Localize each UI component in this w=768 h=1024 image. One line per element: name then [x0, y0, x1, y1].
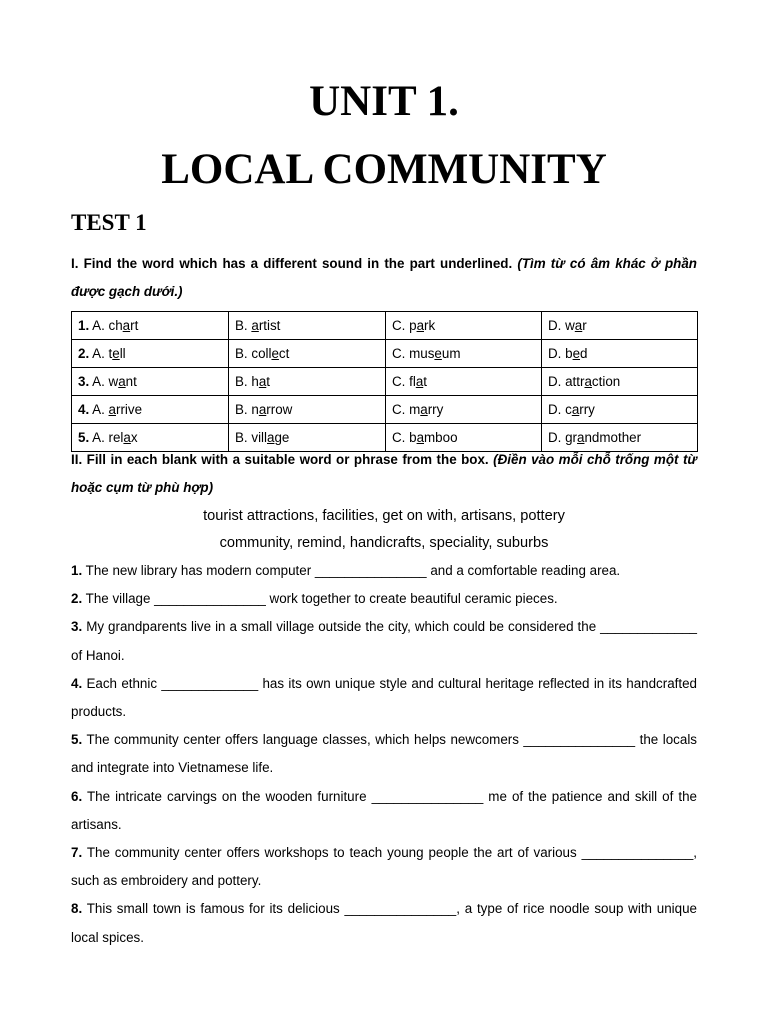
word-part: B. n	[235, 401, 259, 417]
word-part: rt	[130, 317, 139, 333]
word-part: mboo	[424, 429, 458, 445]
unit-title: UNIT 1.	[309, 78, 459, 125]
underlined-letters: a	[571, 401, 580, 417]
word-part: ction	[591, 373, 621, 389]
word-part: rtist	[258, 317, 281, 333]
word-part: B. coll	[235, 345, 272, 361]
underlined-letters: e	[112, 345, 120, 361]
table-cell	[229, 368, 386, 396]
underlined-letters: a	[415, 373, 424, 389]
word-part: D. b	[548, 345, 573, 361]
word-part: t	[266, 373, 271, 389]
word-part: t	[423, 373, 427, 389]
underlined-letters: a	[574, 317, 583, 333]
word-part: ll	[119, 345, 126, 361]
word-part: B.	[235, 317, 252, 333]
word-part: A.	[92, 401, 109, 417]
word-box	[71, 503, 697, 557]
word-part: um	[441, 345, 461, 361]
underlined-letters: a	[584, 373, 592, 389]
underlined-letters: a	[251, 317, 259, 333]
word-part: rk	[424, 317, 436, 333]
section-1-instruction	[71, 250, 701, 306]
section-1-instruction-text: I. Find the word which has a different sound in the part underlined.	[71, 256, 513, 271]
word-box-line-1: tourist attractions, facilities, get on with, artisans, pottery	[203, 508, 565, 524]
row-number: 4.	[78, 401, 90, 417]
table-cell	[72, 340, 229, 368]
underlined-letters: a	[420, 401, 428, 417]
table-row	[72, 396, 698, 424]
question-6: 6. The intricate carvings on the wooden furniture _______________ me of the patience and skill of the artisans.	[71, 788, 701, 832]
table-cell	[386, 368, 542, 396]
unit-topic: LOCAL COMMUNITY	[161, 146, 607, 193]
underlined-letters: e	[572, 345, 581, 361]
word-part: B. h	[235, 373, 259, 389]
underlined-letters: a	[123, 429, 131, 445]
word-part: A. rel	[92, 429, 124, 445]
question-5: 5. The community center offers language classes, which helps newcomers _______________ the locals and integrate into Vietnamese life.	[71, 732, 701, 776]
table-cell	[229, 340, 386, 368]
table-cell	[386, 396, 542, 424]
word-part: C. b	[392, 429, 417, 445]
word-part: r	[582, 317, 587, 333]
table-cell	[542, 368, 698, 396]
word-part: rrow	[266, 401, 293, 417]
underlined-letters: a	[258, 373, 267, 389]
table-cell	[542, 396, 698, 424]
section-2-instruction	[71, 446, 701, 502]
word-part: A. t	[92, 345, 113, 361]
question-2: 2. The village _______________ work together to create beautiful ceramic pieces.	[71, 591, 558, 607]
question-8: 8. This small town is famous for its delicious _______________, a type of rice noodle soup with unique local spices.	[71, 901, 701, 945]
underlined-letters: a	[416, 317, 425, 333]
word-part: C. fl	[392, 373, 416, 389]
table-cell	[229, 396, 386, 424]
table-row	[72, 312, 698, 340]
section-2-instruction-vi: (Điền vào mỗi chỗ trống một từ hoặc cụm từ phù hợp)	[71, 452, 701, 495]
word-part: rrive	[115, 401, 143, 417]
underlined-letters: a	[108, 401, 116, 417]
word-part: A. ch	[92, 317, 123, 333]
underlined-letters: a	[258, 401, 267, 417]
underlined-letters: a	[118, 373, 126, 389]
word-part: x	[130, 429, 138, 445]
question-3: 3. My grandparents live in a small village outside the city, which could be considered the _____________ of Hanoi.	[71, 619, 701, 663]
table-cell	[72, 368, 229, 396]
question-4: 4. Each ethnic _____________ has its own unique style and cultural heritage reflected in its handcrafted products.	[71, 675, 701, 720]
word-part: rry	[427, 401, 444, 417]
question-7: 7. The community center offers workshops to teach young people the art of various _______________, such as embroidery and pottery.	[71, 845, 701, 889]
table-cell	[386, 340, 542, 368]
underlined-letters: a	[267, 429, 275, 445]
word-part: D. w	[548, 317, 575, 333]
underlined-letters: a	[416, 429, 425, 445]
row-number: 3.	[78, 373, 90, 389]
table-row	[72, 368, 698, 396]
section-1-instruction-vi: (Tìm từ có âm khác ở phần được gạch dưới.)	[71, 256, 701, 299]
word-part: C. mus	[392, 345, 435, 361]
word-part: rry	[579, 401, 595, 417]
table-cell	[542, 340, 698, 368]
underlined-letters: a	[122, 317, 131, 333]
underlined-letters: e	[271, 345, 279, 361]
table-cell	[542, 312, 698, 340]
word-part: B. vill	[235, 429, 267, 445]
word-part: nt	[125, 373, 137, 389]
word-part: ge	[274, 429, 290, 445]
word-part: ct	[278, 345, 290, 361]
table-cell	[72, 396, 229, 424]
word-part: d	[580, 345, 588, 361]
table-row	[72, 340, 698, 368]
test-heading: TEST 1	[71, 210, 147, 235]
row-number: 1.	[78, 317, 90, 333]
table-cell	[229, 312, 386, 340]
word-part: ndmother	[584, 429, 642, 445]
question-list	[71, 557, 701, 952]
pronunciation-table	[71, 311, 698, 452]
word-part: D. gr	[548, 429, 578, 445]
word-part: D. c	[548, 401, 572, 417]
word-part: C. p	[392, 317, 417, 333]
word-box-line-2: community, remind, handicrafts, speciality, suburbs	[219, 535, 549, 551]
question-1: 1. The new library has modern computer _______________ and a comfortable reading area.	[71, 563, 621, 578]
word-part: C. m	[392, 401, 421, 417]
table-cell	[386, 312, 542, 340]
word-part: D. attr	[548, 373, 585, 389]
row-number: 2.	[78, 345, 90, 361]
word-part: A. w	[92, 373, 119, 389]
underlined-letters: e	[434, 345, 442, 361]
row-number: 5.	[78, 429, 90, 445]
section-2-instruction-text: II. Fill in each blank with a suitable word or phrase from the box.	[71, 452, 489, 467]
table-cell	[72, 312, 229, 340]
underlined-letters: a	[577, 429, 585, 445]
